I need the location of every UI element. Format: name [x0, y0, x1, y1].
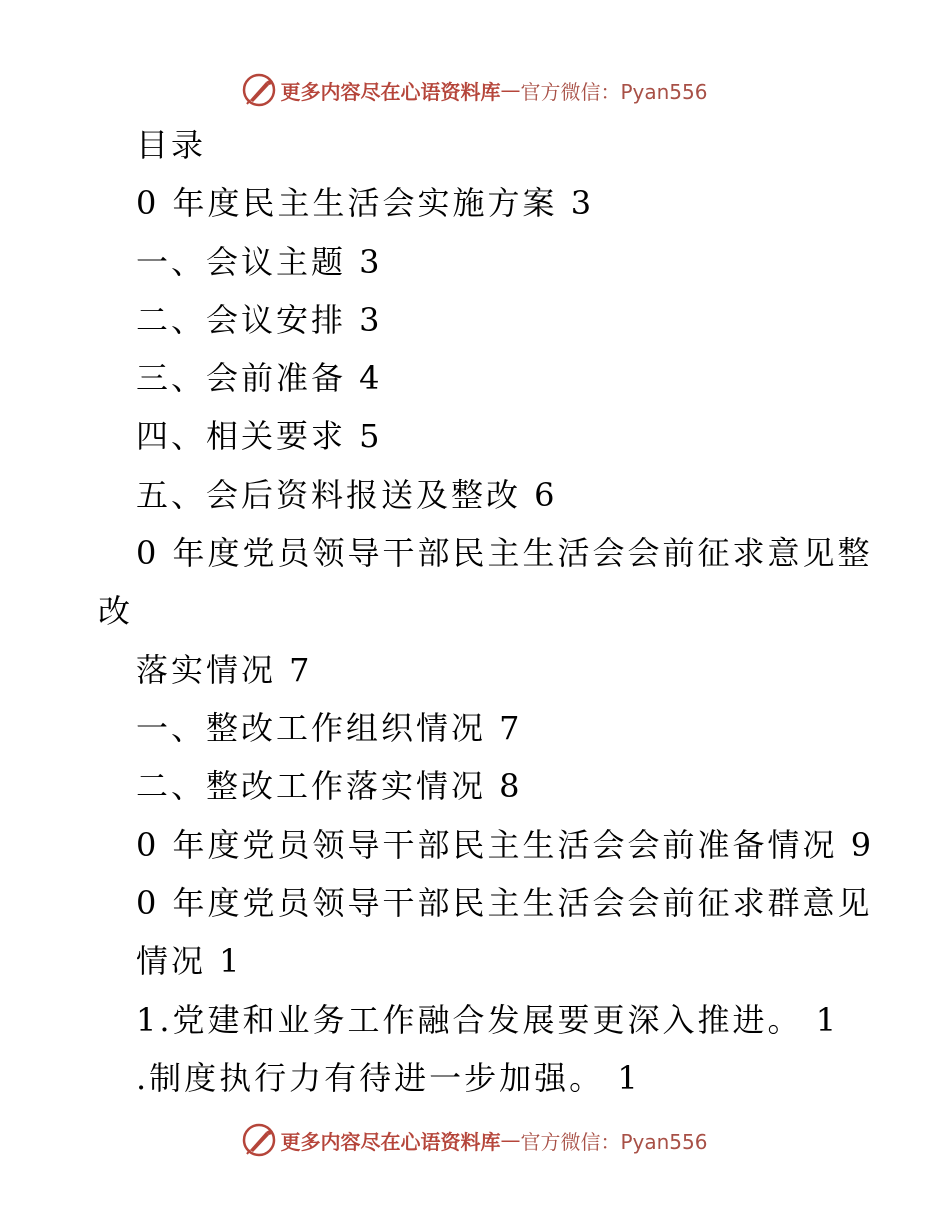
banner-sub-text: 官方微信：Pyan556: [520, 1129, 708, 1154]
toc-entry: 0 年度党员领导干部民主生活会会前准备情况 9: [136, 826, 875, 864]
toc-entry: .制度执行力有待进一步加强。 1: [136, 1059, 641, 1097]
toc-entry: 1.党建和业务工作融合发展要更深入推进。 1: [136, 1001, 840, 1039]
toc-entry: 四、相关要求 5: [136, 417, 383, 455]
feather-pen-icon: [242, 1123, 276, 1157]
toc-entry: 一、会议主题 3: [136, 243, 383, 281]
banner-separator: —: [500, 78, 521, 102]
toc-entry: 二、会议安排 3: [136, 301, 383, 339]
toc-entry: 三、会前准备 4: [136, 359, 383, 397]
banner-main-text: 更多内容尽在心语资料库: [280, 1129, 501, 1154]
feather-pen-icon: [242, 73, 276, 107]
toc-entry: 二、整改工作落实情况 8: [136, 767, 523, 805]
toc-entry: 落实情况 7: [136, 651, 313, 689]
toc-entry-continuation: 情况 1: [136, 942, 243, 980]
banner-separator: —: [500, 1128, 521, 1152]
toc-entry-continuation: 改: [98, 592, 134, 630]
toc-entry: 0 年度民主生活会实施方案 3: [136, 184, 595, 222]
header-watermark-banner: [0, 70, 950, 110]
toc-heading: 目录: [136, 126, 207, 164]
footer-watermark-banner: [0, 1120, 950, 1160]
toc-entry: 0 年度党员领导干部民主生活会会前征求意见整: [136, 534, 873, 572]
banner-main-text: 更多内容尽在心语资料库: [280, 79, 501, 104]
toc-entry: 五、会后资料报送及整改 6: [136, 476, 558, 514]
banner-sub-text: 官方微信：Pyan556: [520, 79, 708, 104]
toc-entry: 0 年度党员领导干部民主生活会会前征求群意见: [136, 884, 873, 922]
toc-entry: 一、整改工作组织情况 7: [136, 709, 523, 747]
